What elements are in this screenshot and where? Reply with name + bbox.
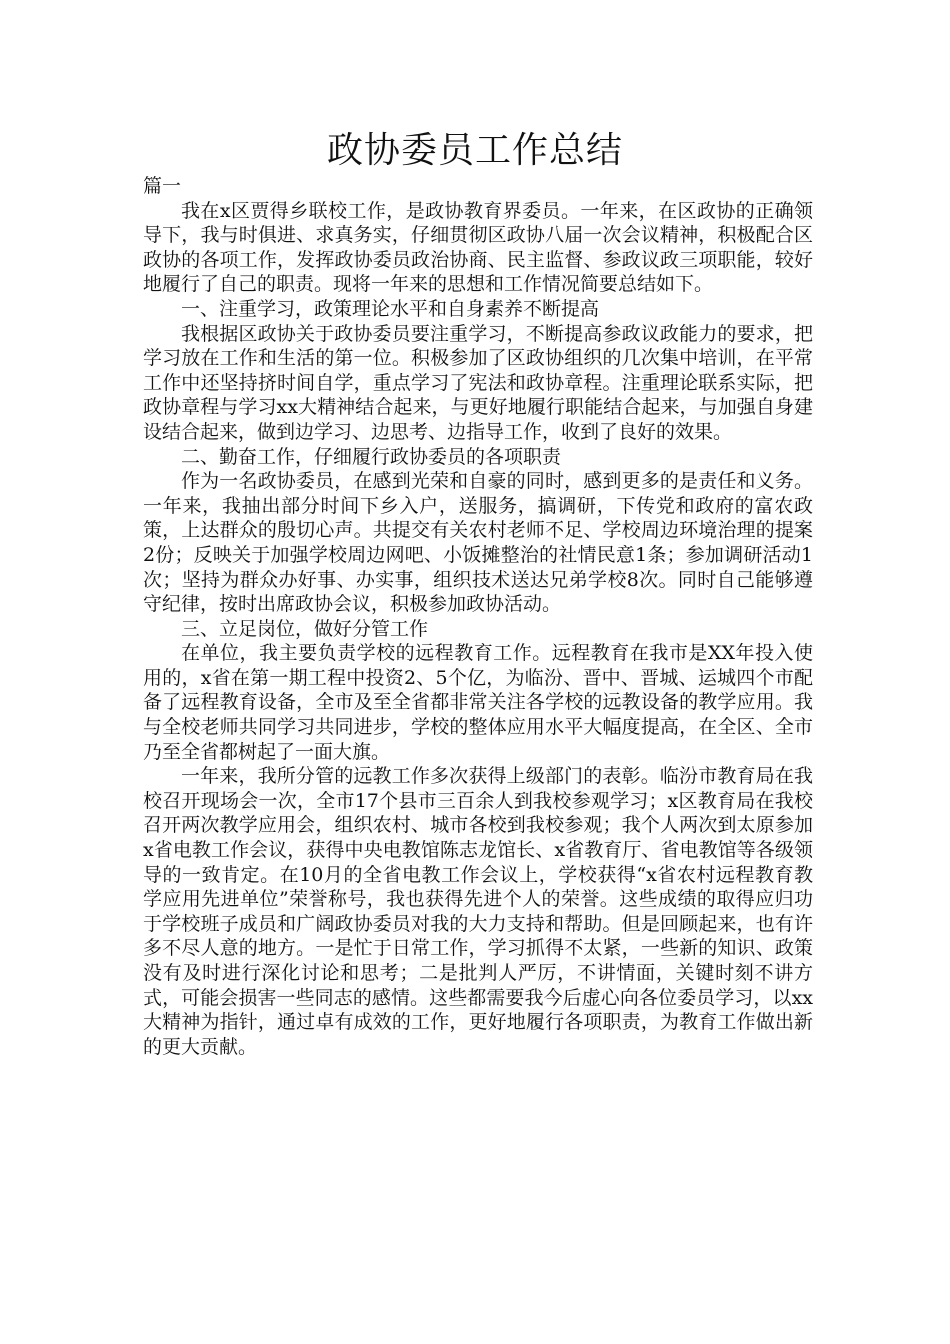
paragraph-intro: 我在x区贾得乡联校工作，是政协教育界委员。一年来，在区政协的正确领导下，我与时俱进、求真务实，仔细贯彻区政协八届一次会议精神，积极配合区政协的各项工作，发挥政协委员政治协商、民主监督、参政议政三项职能，较好地履行了自己的职责。现将一年来的思想和工作情况简要总结如下。 — [143, 199, 813, 296]
heading-2: 二、勤奋工作，仔细履行政协委员的各项职责 — [181, 445, 562, 468]
section-label: 篇一 — [143, 175, 182, 197]
paragraph-study: 我根据区政协关于政协委员要注重学习，不断提高参政议政能力的要求，把学习放在工作和生活的第一位。积极参加了区政协组织的几次集中培训，在平常工作中还坚持挤时间自学，重点学习了宪法和政协章程。注重理论联系实际，把政协章程与学习xx大精神结合起来，与更好地履行职能结合起来，与加强自身建设结合起来，做到边学习、边思考、边指导工作，收到了良好的效果。 — [143, 322, 813, 443]
paragraph-duties: 作为一名政协委员，在感到光荣和自豪的同时，感到更多的是责任和义务。一年来，我抽出部分时间下乡入户，送服务，搞调研，下传党和政府的富农政策，上达群众的殷切心声。共提交有关农村老师不足、学校周边环境治理的提案2份；反映关于加强学校周边网吧、小饭摊整治的社情民意1条；参加调研活动1次；坚持为群众办好事、办实事，组织技术送达兄弟学校8次。同时自己能够遵守纪律，按时出席政协会议，积极参加政协活动。 — [143, 470, 813, 616]
paragraph-achievements: 一年来，我所分管的远教工作多次获得上级部门的表彰。临汾市教育局在我校召开现场会一次，全市17个县市三百余人到我校参观学习；x区教育局在我校召开两次教学应用会，组织农村、城市各校到我校参观；我个人两次到太原参加x省电教工作会议，获得中央电教馆陈志龙馆长、x省教育厅、省电教馆等各级领导的一致肯定。在10月的全省电教工作会议上，学校获得“x省农村远程教育教学应用先进单位”荣誉称号，我也获得先进个人的荣誉。这些成绩的取得应归功于学校班子成员和广阔政协委员对我的大力支持和帮助。但是回顾起来，也有许多不尽人意的地方。一是忙于日常工作，学习抓得不太紧，一些新的知识、政策没有及时进行深化讨论和思考；二是批判人严厉，不讲情面，关键时刻不讲方式，可能会损害一些同志的感情。这些都需要我今后虚心向各位委员学习，以xx大精神为指针，通过卓有成效的工作，更好地履行各项职责，为教育工作做出新的更大贡献。 — [143, 765, 813, 1058]
heading-3: 三、立足岗位，做好分管工作 — [181, 617, 429, 640]
heading-1: 一、注重学习，政策理论水平和自身素养不断提高 — [181, 297, 600, 320]
paragraph-post: 在单位，我主要负责学校的远程教育工作。远程教育在我市是XX年投入使用的，x省在第一期工程中投资2、5个亿，为临汾、晋中、晋城、运城四个市配备了远程教育设备，全市及至全省都非常关注各学校的远教设备的教学应用。我与全校老师共同学习共同进步，学校的整体应用水平大幅度提高，在全区、全市乃至全省都树起了一面大旗。 — [143, 642, 813, 763]
document-body — [143, 174, 813, 1059]
document-title: 政协委员工作总结 — [326, 130, 623, 171]
